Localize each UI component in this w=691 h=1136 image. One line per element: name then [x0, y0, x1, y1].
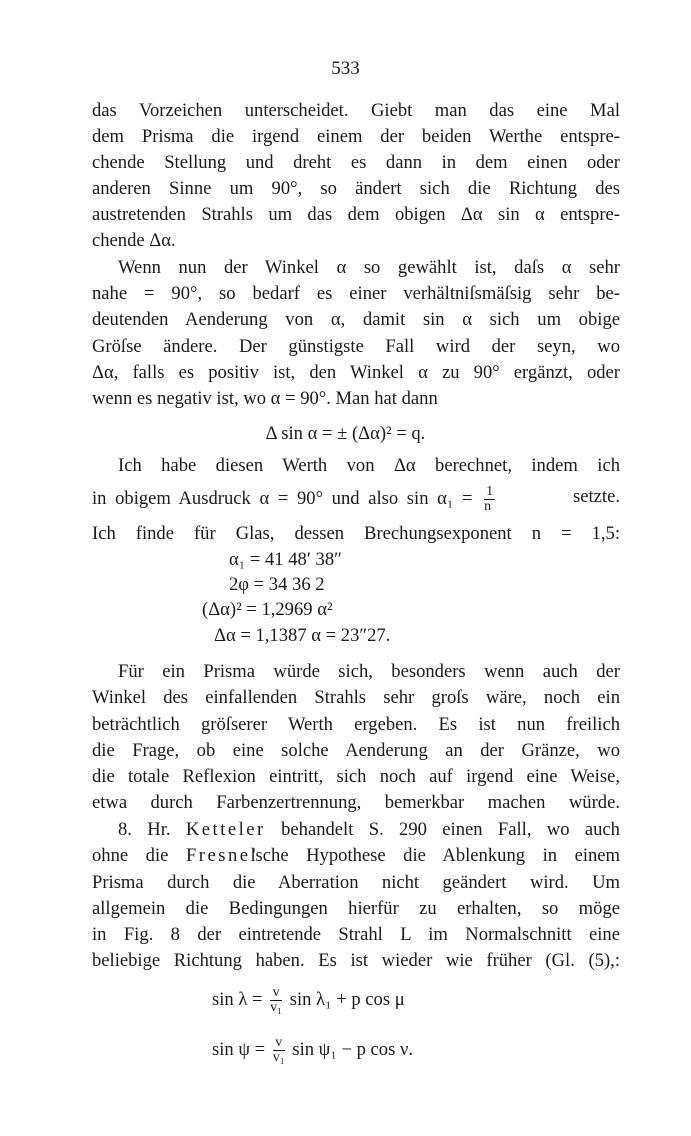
- text-line: Wenn nun der Winkel α so gewählt ist, daſs α sehr: [118, 257, 620, 278]
- text-line: die totale Reflexion eintritt, sich noch auf irgend eine Weise,: [92, 766, 620, 787]
- page-number: 533: [331, 58, 360, 79]
- text-line: Ich habe diesen Werth von Δα berechnet, indem ich: [118, 455, 620, 476]
- fraction-numerator: 1: [486, 484, 494, 499]
- fraction: [273, 1036, 285, 1065]
- text-line: das Vorzeichen unterscheidet. Giebt man das eine Mal: [92, 100, 620, 121]
- equation-q: Δ sin α = ± (Δα)² = q.: [265, 423, 426, 444]
- text-line: die Frage, ob eine solche Aenderung an der Gränze, wo: [92, 740, 620, 761]
- equation-dalpha: Δα = 1,1387 α = 23″27.: [214, 625, 391, 646]
- text-line: deutenden Aenderung von α, damit sin α sich um obige: [92, 309, 620, 330]
- fraction-denominator: n: [484, 499, 492, 514]
- text-line: [118, 818, 620, 842]
- fraction: [484, 485, 495, 514]
- author-name-ketteler: Ketteler: [185, 819, 266, 840]
- text-line: Gröſse ändere. Der günstigste Fall wird der seyn, wo: [92, 336, 620, 357]
- equation-lhs: sin ψ =: [212, 1038, 266, 1060]
- fraction-numerator: v: [270, 986, 282, 1001]
- text-line: dem Prisma die irgend einem der beiden Werthe entspre-: [92, 126, 620, 147]
- text-line: chende Stellung und dreht es dann in dem einen oder: [92, 152, 620, 173]
- text-line-with-fraction: [92, 484, 620, 514]
- text-line: Winkel des einfallenden Strahls sehr groſs wäre, noch ein: [92, 687, 620, 708]
- text-segment: 8. Hr.: [118, 819, 171, 840]
- text-line: anderen Sinne um 90°, so ändert sich die Richtung des: [92, 178, 620, 199]
- equation-psi: [212, 1036, 413, 1065]
- text-line: wenn es negativ ist, wo α = 90°. Man hat dann: [92, 388, 438, 409]
- text-line: etwa durch Farbenzertrennung, bemerkbar machen würde.: [92, 792, 620, 813]
- text-line: [92, 844, 620, 868]
- fraction-denominator: v₁: [270, 1000, 283, 1015]
- text-segment: setzte.: [573, 486, 620, 507]
- text-segment: 'sche Hypothese die Ablenkung in einem: [252, 845, 620, 866]
- text-segment: ohne die: [92, 845, 169, 866]
- text-line: Prisma durch die Aberration nicht geändert wird. Um: [92, 872, 620, 893]
- equation-dalpha-squared: (Δα)² = 1,2969 α²: [202, 599, 333, 620]
- fraction: [270, 986, 282, 1015]
- text-line: Für ein Prisma würde sich, besonders wenn auch der: [118, 661, 620, 682]
- text-line: Δα, falls es positiv ist, den Winkel α zu 90° ergänzt, oder: [92, 362, 620, 383]
- equation-lambda: [212, 986, 405, 1015]
- text-line: austretenden Strahls um das dem obigen Δα sin α entspre-: [92, 204, 620, 225]
- text-line: beliebige Richtung haben. Es ist wieder wie früher (Gl. (5),:: [92, 950, 620, 971]
- text-line: beträchtlich gröſserer Werth ergeben. Es ist nun freilich: [92, 714, 620, 735]
- equation-lhs: sin λ =: [212, 988, 263, 1010]
- text-line: in Fig. 8 der eintretende Strahl L im Normalschnitt eine: [92, 924, 620, 945]
- text-line: Ich finde für Glas, dessen Brechungsexponent n = 1,5:: [92, 523, 620, 544]
- fraction-numerator: v: [273, 1036, 285, 1051]
- equation-alpha1: α₁ = 41 48′ 38″: [229, 549, 342, 570]
- text-line: chende Δα.: [92, 230, 176, 251]
- text-segment: in obigem Ausdruck α = 90° und also sin α₁ =: [92, 487, 473, 509]
- text-segment: behandelt S. 290 einen Fall, wo auch: [281, 819, 620, 840]
- text-line: allgemein die Bedingungen hierfür zu erhalten, so möge: [92, 898, 620, 919]
- equation-rhs: sin λ₁ + p cos μ: [289, 988, 405, 1010]
- author-name-fresnel: Fresnel: [185, 845, 259, 866]
- fraction-denominator: v₁: [272, 1050, 285, 1065]
- equation-rhs: sin ψ₁ − p cos ν.: [292, 1038, 414, 1060]
- equation-phi: 2φ = 34 36 2: [229, 574, 325, 595]
- text-line: nahe = 90°, so bedarf es einer verhältniſsmäſsig sehr be-: [92, 283, 620, 304]
